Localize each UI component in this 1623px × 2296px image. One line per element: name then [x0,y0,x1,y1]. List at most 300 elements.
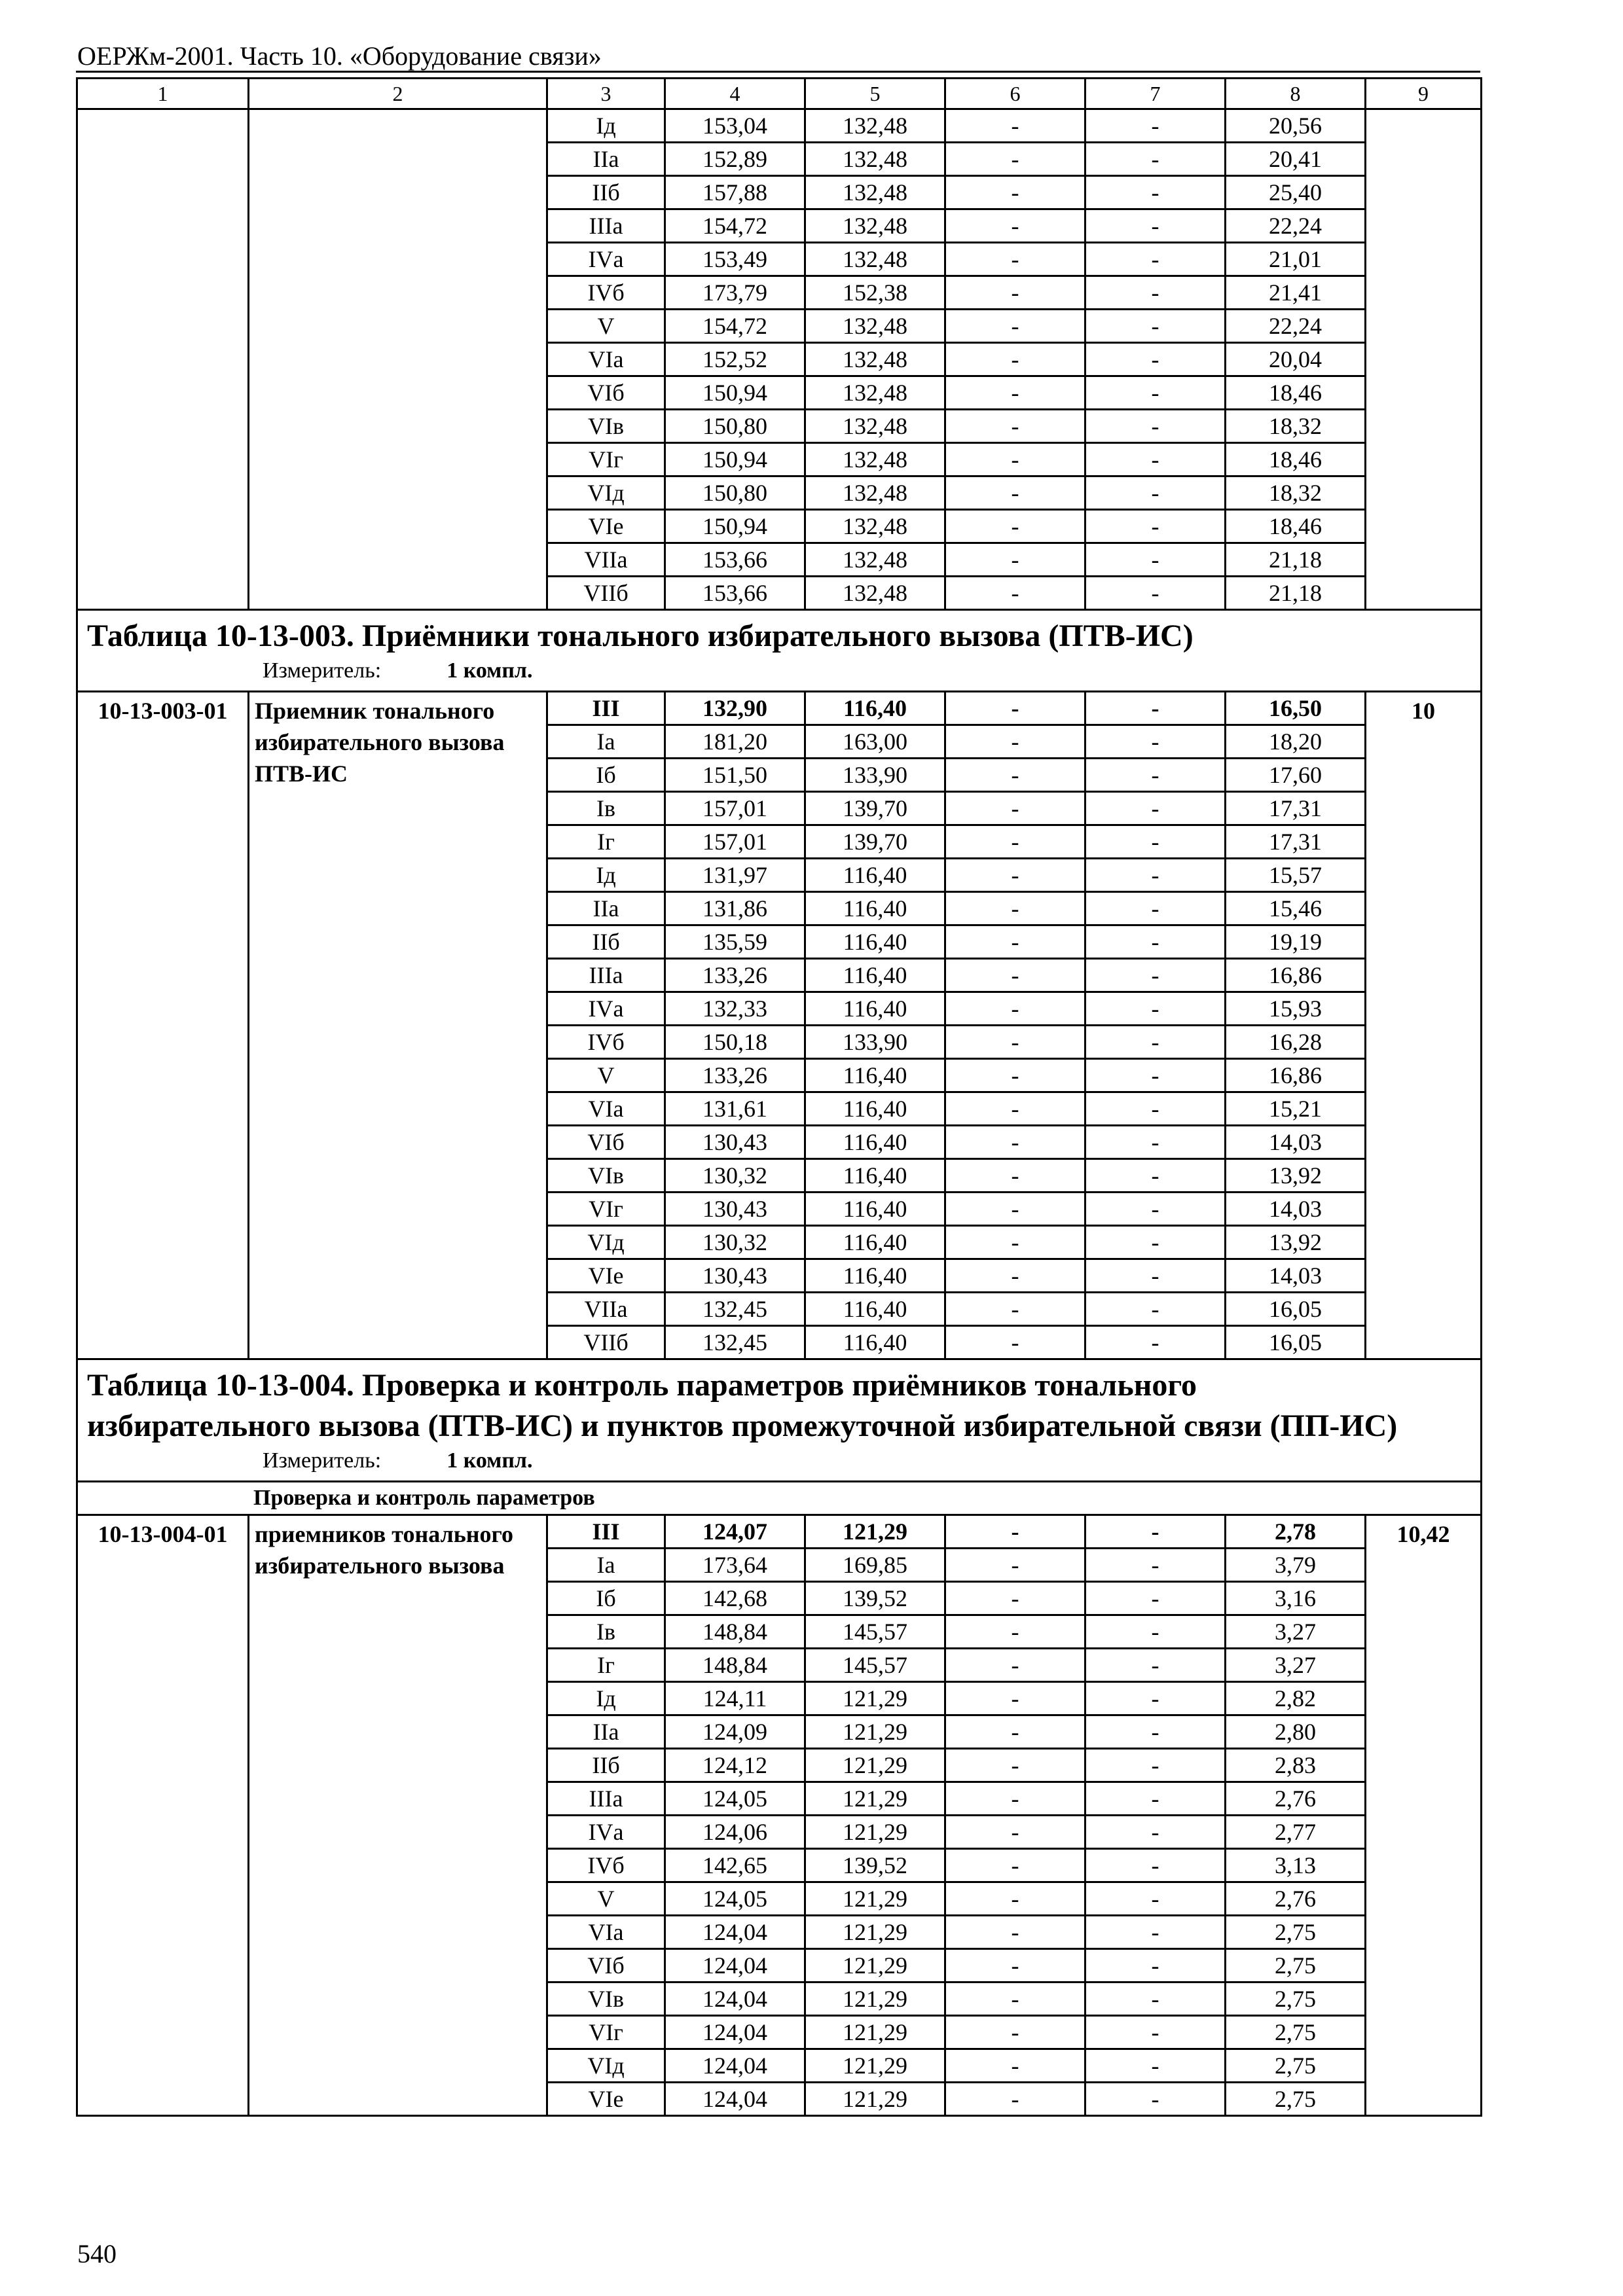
value-cell: 157,01 [665,792,805,825]
zone-cell: III [547,1515,665,1549]
value-cell: 131,86 [665,892,805,925]
zone-cell: VIе [547,510,665,543]
value-cell: - [1085,410,1226,443]
value-cell: - [945,1059,1085,1092]
value-cell: 150,80 [665,410,805,443]
value-cell: - [1085,577,1226,610]
value-cell: - [1085,2049,1226,2083]
value-cell: 16,05 [1226,1326,1366,1359]
table-row [77,109,1482,143]
zone-cell: IVа [547,1816,665,1849]
value-cell: - [1085,343,1226,376]
value-cell: 132,48 [805,176,945,209]
value-cell: - [1085,1749,1226,1782]
value-cell: 16,86 [1226,959,1366,992]
zone-cell: VIг [547,2016,665,2049]
value-cell: 121,29 [805,1882,945,1916]
value-cell: - [945,176,1085,209]
table-title-row [77,1359,1482,1482]
value-cell: 17,31 [1226,792,1366,825]
value-cell: 132,33 [665,992,805,1026]
value-cell: - [945,1816,1085,1849]
value-cell: - [945,2083,1085,2116]
zone-cell: IVб [547,1849,665,1882]
value-cell: 154,72 [665,310,805,343]
zone-cell: V [547,1059,665,1092]
value-cell: 145,57 [805,1615,945,1649]
value-cell: 121,29 [805,1816,945,1849]
table-row [77,692,1482,725]
value-cell: 163,00 [805,725,945,759]
value-cell: 181,20 [665,725,805,759]
value-cell: 124,07 [665,1515,805,1549]
value-cell: - [945,1293,1085,1326]
value-cell: 132,48 [805,243,945,276]
value-cell: - [1085,759,1226,792]
value-cell: 18,46 [1226,443,1366,476]
value-cell: 124,11 [665,1682,805,1715]
value-cell: 132,90 [665,692,805,725]
value-cell: - [945,1715,1085,1749]
value-cell: 25,40 [1226,176,1366,209]
value-cell: 131,61 [665,1092,805,1126]
value-cell: - [945,2016,1085,2049]
value-cell: 124,05 [665,1782,805,1816]
zone-cell: IIа [547,892,665,925]
value-cell: 116,40 [805,1326,945,1359]
col9-cell [1366,109,1482,610]
table-body [77,79,1482,2116]
value-cell: - [1085,1782,1226,1816]
value-cell: 132,48 [805,209,945,243]
zone-cell: IIIа [547,209,665,243]
column-header: 1 [77,79,249,109]
value-cell: - [945,959,1085,992]
value-cell: 152,52 [665,343,805,376]
code-cell: 10-13-004-01 [77,1515,249,2116]
value-cell: 148,84 [665,1649,805,1682]
value-cell: 142,68 [665,1582,805,1615]
value-cell: 173,79 [665,276,805,310]
value-cell: 17,31 [1226,825,1366,859]
value-cell: 14,03 [1226,1259,1366,1293]
code-cell [77,109,249,610]
value-cell: - [1085,1949,1226,1982]
table-title-cell [77,1359,1482,1482]
table-title: Таблица 10-13-003. Приёмники тонального избирательного вызова (ПТВ-ИС) [87,619,1194,653]
value-cell: - [1085,276,1226,310]
value-cell: - [1085,1059,1226,1092]
zone-cell: IIа [547,143,665,176]
zone-cell: Iд [547,859,665,892]
value-cell: 2,75 [1226,2049,1366,2083]
value-cell: 139,70 [805,792,945,825]
value-cell: - [1085,176,1226,209]
value-cell: 19,19 [1226,925,1366,959]
value-cell: 124,04 [665,2049,805,2083]
value-cell: 133,26 [665,959,805,992]
value-cell: - [945,2049,1085,2083]
value-cell: - [1085,1092,1226,1126]
value-cell: - [1085,1849,1226,1882]
value-cell: 116,40 [805,992,945,1026]
value-cell: 142,65 [665,1849,805,1882]
value-cell: 22,24 [1226,310,1366,343]
value-cell: 2,76 [1226,1782,1366,1816]
name-cell: Приемник тонального избирательного вызова ПТВ-ИС [249,692,547,1359]
value-cell: 21,18 [1226,543,1366,577]
value-cell: 3,16 [1226,1582,1366,1615]
value-cell: 20,04 [1226,343,1366,376]
value-cell: - [1085,1582,1226,1615]
zone-cell: Iа [547,725,665,759]
value-cell: 150,94 [665,443,805,476]
value-cell: - [945,310,1085,343]
value-cell: 3,27 [1226,1615,1366,1649]
value-cell: - [1085,476,1226,510]
table-title: Таблица 10-13-004. Проверка и контроль параметров приёмников тонального [87,1368,1197,1403]
value-cell: 2,78 [1226,1515,1366,1549]
value-cell: 130,43 [665,1193,805,1226]
value-cell: - [945,725,1085,759]
value-cell: - [1085,1515,1226,1549]
value-cell: - [945,1515,1085,1549]
value-cell: - [945,543,1085,577]
zone-cell: VIг [547,443,665,476]
value-cell: - [945,343,1085,376]
value-cell: 2,80 [1226,1715,1366,1749]
zone-cell: VIе [547,1259,665,1293]
value-cell: 15,46 [1226,892,1366,925]
value-cell: 150,94 [665,510,805,543]
value-cell: 124,09 [665,1715,805,1749]
value-cell: 2,76 [1226,1882,1366,1916]
value-cell: 18,46 [1226,510,1366,543]
value-cell: - [945,825,1085,859]
value-cell: - [1085,1326,1226,1359]
value-cell: 15,57 [1226,859,1366,892]
zone-cell: IIIа [547,959,665,992]
value-cell: 124,04 [665,2016,805,2049]
value-cell: 132,48 [805,410,945,443]
value-cell: 152,38 [805,276,945,310]
value-cell: 116,40 [805,1159,945,1193]
zone-cell: Iг [547,1649,665,1682]
value-cell: - [1085,443,1226,476]
value-cell: 132,48 [805,543,945,577]
value-cell: - [945,109,1085,143]
value-cell: 18,46 [1226,376,1366,410]
zone-cell: VIд [547,1226,665,1259]
value-cell: - [1085,1159,1226,1193]
value-cell: 18,32 [1226,410,1366,443]
zone-cell: IVа [547,992,665,1026]
name-cell [249,109,547,610]
value-cell: 132,48 [805,510,945,543]
value-cell: 2,82 [1226,1682,1366,1715]
zone-cell: III [547,692,665,725]
value-cell: 169,85 [805,1549,945,1582]
unit-value: 1 компл. [447,1448,533,1473]
value-cell: 130,43 [665,1126,805,1159]
value-cell: 130,43 [665,1259,805,1293]
value-cell: - [1085,1615,1226,1649]
value-cell: - [1085,959,1226,992]
value-cell: 153,66 [665,577,805,610]
column-header: 8 [1226,79,1366,109]
zone-cell: VIб [547,376,665,410]
value-cell: 132,48 [805,143,945,176]
value-cell: - [945,1259,1085,1293]
value-cell: 13,92 [1226,1159,1366,1193]
value-cell: 21,18 [1226,577,1366,610]
value-cell: - [1085,1126,1226,1159]
value-cell: - [945,276,1085,310]
value-cell: - [945,143,1085,176]
value-cell: - [1085,892,1226,925]
value-cell: - [1085,1549,1226,1582]
value-cell: 116,40 [805,692,945,725]
value-cell: 116,40 [805,1293,945,1326]
value-cell: 22,24 [1226,209,1366,243]
value-cell: 121,29 [805,1916,945,1949]
zone-cell: IIа [547,1715,665,1749]
page-number: 540 [77,2239,117,2269]
value-cell: 130,32 [665,1159,805,1193]
value-cell: 116,40 [805,925,945,959]
value-cell: 153,04 [665,109,805,143]
zone-cell: VIа [547,1916,665,1949]
value-cell: 2,75 [1226,1982,1366,2016]
zone-cell: VIв [547,1159,665,1193]
value-cell: - [945,892,1085,925]
column-header: 2 [249,79,547,109]
value-cell: 121,29 [805,2016,945,2049]
section-title: Проверка и контроль параметров [77,1482,1482,1515]
value-cell: - [945,1649,1085,1682]
value-cell: 124,12 [665,1749,805,1782]
value-cell: 2,75 [1226,2016,1366,2049]
value-cell: 20,56 [1226,109,1366,143]
value-cell: 121,29 [805,1949,945,1982]
value-cell: - [1085,992,1226,1026]
column-header: 5 [805,79,945,109]
table-title-row [77,610,1482,692]
zone-cell: VIб [547,1126,665,1159]
value-cell: - [1085,2016,1226,2049]
value-cell: 132,48 [805,443,945,476]
value-cell: 116,40 [805,892,945,925]
value-cell: 150,94 [665,376,805,410]
value-cell: 150,18 [665,1026,805,1059]
zone-cell: VIд [547,476,665,510]
zone-cell: IVа [547,243,665,276]
value-cell: 14,03 [1226,1126,1366,1159]
value-cell: - [1085,925,1226,959]
value-cell: 2,75 [1226,1949,1366,1982]
value-cell: 121,29 [805,1782,945,1816]
value-cell: - [1085,243,1226,276]
value-cell: 152,89 [665,143,805,176]
value-cell: 2,77 [1226,1816,1366,1849]
unit-value: 1 компл. [447,658,533,683]
table-title: избирательного вызова (ПТВ-ИС) и пунктов промежуточной избирательной связи (ПП-ИС) [87,1408,1398,1443]
value-cell: 157,88 [665,176,805,209]
value-cell: - [945,1226,1085,1259]
value-cell: 18,32 [1226,476,1366,510]
value-cell: - [945,1549,1085,1582]
value-cell: - [945,376,1085,410]
col9-cell: 10 [1366,692,1482,1359]
zone-cell: IIIа [547,1782,665,1816]
value-cell: 133,90 [805,759,945,792]
value-cell: - [945,443,1085,476]
zone-cell: Iб [547,759,665,792]
value-cell: 148,84 [665,1615,805,1649]
value-cell: 124,04 [665,1949,805,1982]
value-cell: 150,80 [665,476,805,510]
value-cell: 21,41 [1226,276,1366,310]
value-cell: - [945,1682,1085,1715]
value-cell: 151,50 [665,759,805,792]
value-cell: 139,52 [805,1582,945,1615]
value-cell: - [1085,1682,1226,1715]
zone-cell: IIб [547,925,665,959]
zone-cell: VIIа [547,1293,665,1326]
value-cell: - [945,792,1085,825]
value-cell: 116,40 [805,1193,945,1226]
zone-cell: VIд [547,2049,665,2083]
value-cell: 124,05 [665,1882,805,1916]
value-cell: 116,40 [805,1259,945,1293]
value-cell: 14,03 [1226,1193,1366,1226]
value-cell: 139,70 [805,825,945,859]
column-header: 6 [945,79,1085,109]
value-cell: - [1085,1293,1226,1326]
value-cell: 16,50 [1226,692,1366,725]
unit-line [263,1446,1471,1475]
table-row [77,1515,1482,1549]
zone-cell: IIб [547,1749,665,1782]
value-cell: 15,21 [1226,1092,1366,1126]
zone-cell: VIе [547,2083,665,2116]
value-cell: 16,05 [1226,1293,1366,1326]
zone-cell: VIа [547,1092,665,1126]
col9-cell: 10,42 [1366,1515,1482,2116]
value-cell: 153,49 [665,243,805,276]
value-cell: - [945,1882,1085,1916]
value-cell: 20,41 [1226,143,1366,176]
value-cell: - [945,1849,1085,1882]
value-cell: - [1085,1916,1226,1949]
value-cell: 116,40 [805,959,945,992]
value-cell: - [1085,1882,1226,1916]
value-cell: - [1085,1193,1226,1226]
unit-label: Измеритель: [263,1448,382,1473]
value-cell: - [1085,859,1226,892]
zone-cell: Iг [547,825,665,859]
zone-cell: VIв [547,1982,665,2016]
unit-label: Измеритель: [263,658,382,683]
value-cell: - [1085,692,1226,725]
value-cell: 132,45 [665,1326,805,1359]
price-table [76,77,1482,2117]
zone-cell: VIв [547,410,665,443]
value-cell: 130,32 [665,1226,805,1259]
value-cell: 2,83 [1226,1749,1366,1782]
zone-cell: IVб [547,1026,665,1059]
zone-cell: V [547,310,665,343]
value-cell: - [945,859,1085,892]
zone-cell: IVб [547,276,665,310]
value-cell: 116,40 [805,1092,945,1126]
value-cell: - [1085,1226,1226,1259]
zone-cell: VIб [547,1949,665,1982]
value-cell: - [945,759,1085,792]
value-cell: 121,29 [805,1749,945,1782]
value-cell: 132,48 [805,476,945,510]
value-cell: - [945,243,1085,276]
column-header: 9 [1366,79,1482,109]
value-cell: 124,06 [665,1816,805,1849]
zone-cell: VIIа [547,543,665,577]
value-cell: 121,29 [805,2049,945,2083]
value-cell: - [945,1916,1085,1949]
value-cell: - [945,925,1085,959]
column-header: 3 [547,79,665,109]
value-cell: 16,86 [1226,1059,1366,1092]
value-cell: 121,29 [805,1515,945,1549]
value-cell: 135,59 [665,925,805,959]
zone-cell: V [547,1882,665,1916]
value-cell: 153,66 [665,543,805,577]
zone-cell: Iа [547,1549,665,1582]
value-cell: - [1085,1715,1226,1749]
value-cell: 132,48 [805,577,945,610]
value-cell: - [945,1193,1085,1226]
value-cell: 3,13 [1226,1849,1366,1882]
value-cell: - [1085,209,1226,243]
value-cell: 3,27 [1226,1649,1366,1682]
zone-cell: IIб [547,176,665,209]
value-cell: - [945,1026,1085,1059]
value-cell: 121,29 [805,1682,945,1715]
column-header-row [77,79,1482,109]
value-cell: - [1085,376,1226,410]
value-cell: - [945,577,1085,610]
name-cell: приемников тонального избирательного вызова [249,1515,547,2116]
value-cell: - [1085,143,1226,176]
value-cell: - [945,1582,1085,1615]
value-cell: - [945,1159,1085,1193]
value-cell: - [945,1782,1085,1816]
value-cell: 133,90 [805,1026,945,1059]
section-row [77,1482,1482,1515]
value-cell: - [1085,1982,1226,2016]
value-cell: - [1085,825,1226,859]
value-cell: 139,52 [805,1849,945,1882]
value-cell: - [945,1126,1085,1159]
value-cell: 116,40 [805,859,945,892]
value-cell: - [945,1615,1085,1649]
value-cell: 124,04 [665,1916,805,1949]
value-cell: 16,28 [1226,1026,1366,1059]
value-cell: - [1085,1026,1226,1059]
value-cell: 131,97 [665,859,805,892]
code-cell: 10-13-003-01 [77,692,249,1359]
value-cell: 154,72 [665,209,805,243]
value-cell: - [945,1749,1085,1782]
